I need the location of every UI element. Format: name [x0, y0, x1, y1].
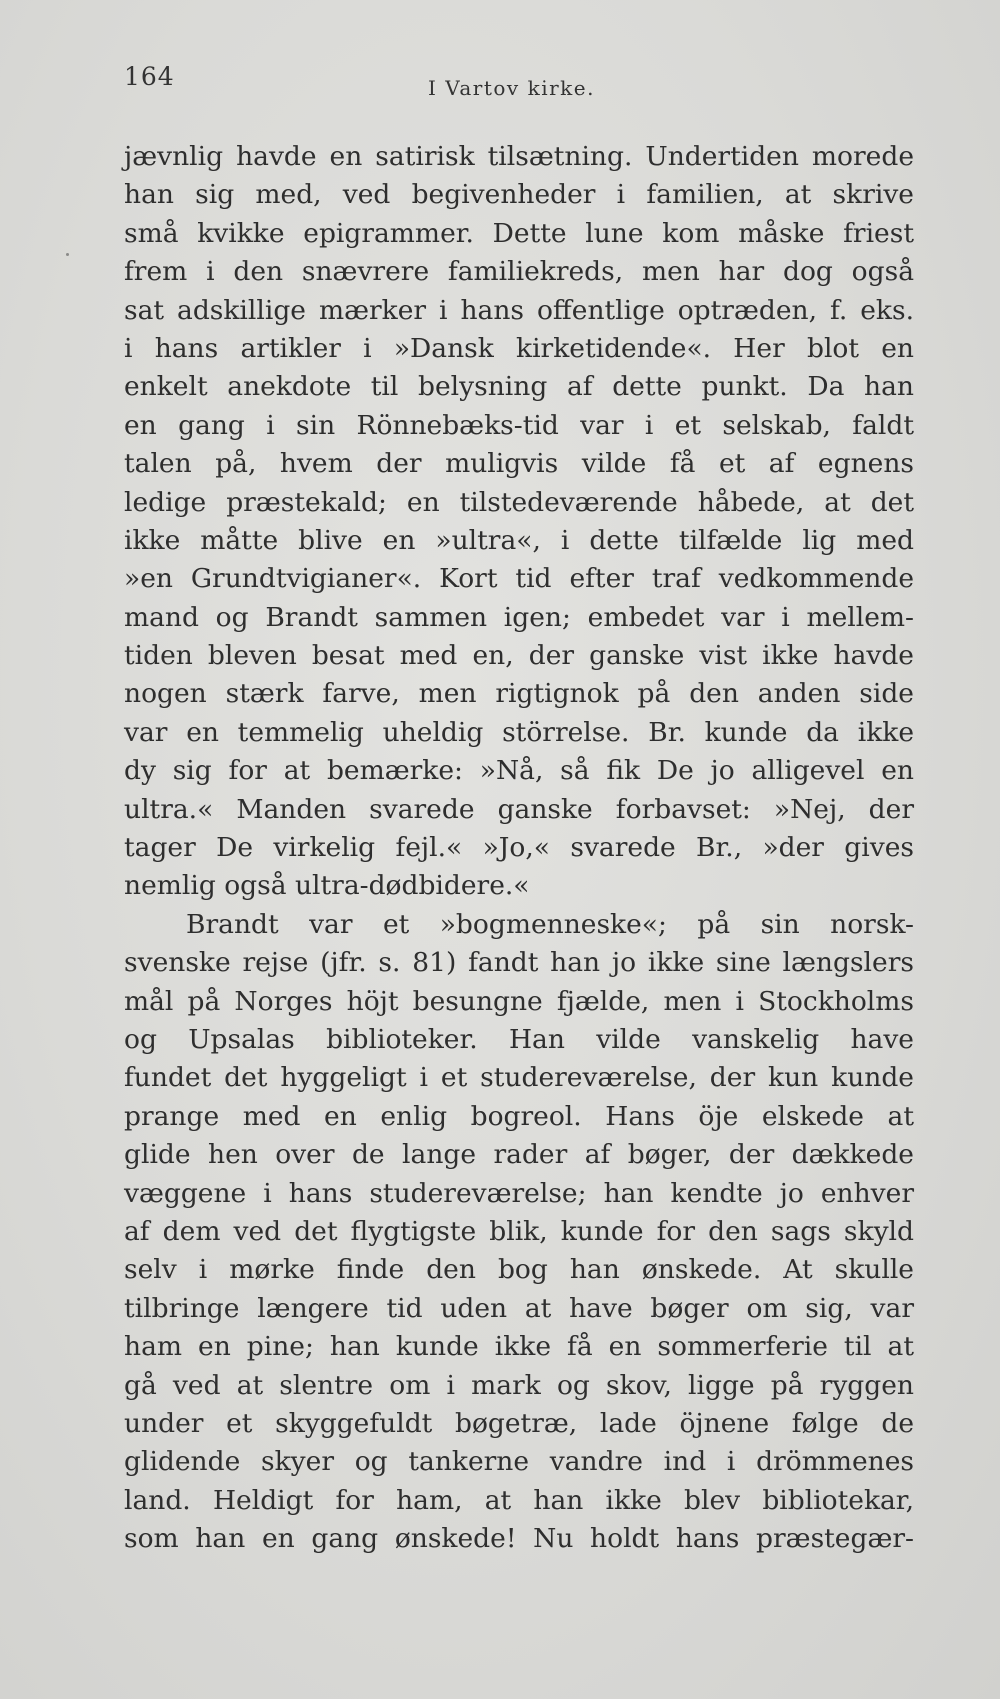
text-line: mål på Norges höjt besungne fjælde, men i Stockholms: [124, 985, 914, 1017]
page-number: 164: [124, 62, 175, 91]
text-line: ikke måtte blive en »ultra«, i dette tilfælde lig med: [124, 524, 914, 556]
text-line: små kvikke epigrammer. Dette lune kom måske friest: [124, 217, 914, 249]
text-line: glidende skyer og tankerne vandre ind i drömmenes: [124, 1446, 914, 1478]
body-text: [124, 138, 914, 1558]
text-line: ledige præstekald; en tilstedeværende håbede, at det: [124, 486, 914, 518]
text-line: i hans artikler i »Dansk kirketidende«. Her blot en: [124, 332, 914, 364]
text-line: som han en gang ønskede! Nu holdt hans præstegær-: [124, 1523, 914, 1555]
text-line: mand og Brandt sammen igen; embedet var i mellem-: [124, 601, 914, 633]
text-line: frem i den snævrere familiekreds, men har dog også: [124, 256, 914, 288]
text-line: en gang i sin Rönnebæks-tid var i et selskab, faldt: [124, 409, 914, 441]
running-head: I Vartov kirke.: [428, 76, 595, 100]
text-line: jævnlig havde en satirisk tilsætning. Undertiden morede: [124, 141, 914, 172]
text-line: ultra.« Manden svarede ganske forbavset: »Nej, der: [124, 793, 914, 825]
text-line: nemlig også ultra-dødbidere.«: [124, 870, 530, 902]
text-line: land. Heldigt for ham, at han ikke blev bibliotekar,: [124, 1484, 914, 1516]
text-line: tager De virkelig fejl.« »Jo,« svarede Br., »der gives: [124, 832, 914, 864]
text-line: selv i mørke finde den bog han ønskede. At skulle: [124, 1254, 914, 1286]
text-line: »en Grundtvigianer«. Kort tid efter traf vedkommende: [124, 563, 914, 595]
text-line: talen på, hvem der muligvis vilde få et af egnens: [124, 448, 914, 480]
text-line: tiden bleven besat med en, der ganske vist ikke havde: [124, 640, 914, 672]
text-line: glide hen over de lange rader af bøger, der dækkede: [124, 1139, 914, 1171]
page-header: [124, 62, 924, 102]
text-line: sat adskillige mærker i hans offentlige optræden, f. eks.: [124, 294, 914, 326]
paper-speck: [66, 253, 69, 256]
text-line: han sig med, ved begivenheder i familien, at skrive: [124, 179, 914, 211]
text-line: svenske rejse (jfr. s. 81) fandt han jo ikke sine længslers: [124, 947, 914, 979]
text-line: og Upsalas biblioteker. Han vilde vanskelig have: [124, 1023, 914, 1055]
text-line: under et skyggefuldt bøgetræ, lade öjnene følge de: [124, 1407, 914, 1439]
text-line: nogen stærk farve, men rigtignok på den anden side: [124, 678, 914, 710]
text-line: væggene i hans studereværelse; han kendte jo enhver: [124, 1177, 914, 1209]
text-line: fundet det hyggeligt i et studereværelse, der kun kunde: [124, 1062, 914, 1094]
text-line: var en temmelig uheldig störrelse. Br. kunde da ikke: [124, 716, 914, 748]
text-line: tilbringe længere tid uden at have bøger om sig, var: [124, 1292, 914, 1324]
text-line: dy sig for at bemærke: »Nå, så fik De jo alligevel en: [124, 755, 914, 787]
text-line: gå ved at slentre om i mark og skov, ligge på ryggen: [124, 1369, 914, 1401]
text-line: ham en pine; han kunde ikke få en sommerferie til at: [124, 1331, 914, 1363]
text-line: enkelt anekdote til belysning af dette punkt. Da han: [124, 371, 914, 403]
text-line: Brandt var et »bogmenneske«; på sin norsk-: [186, 908, 914, 940]
text-line: prange med en enlig bogreol. Hans öje elskede at: [124, 1100, 914, 1132]
text-line: af dem ved det flygtigste blik, kunde for den sags skyld: [124, 1215, 914, 1247]
